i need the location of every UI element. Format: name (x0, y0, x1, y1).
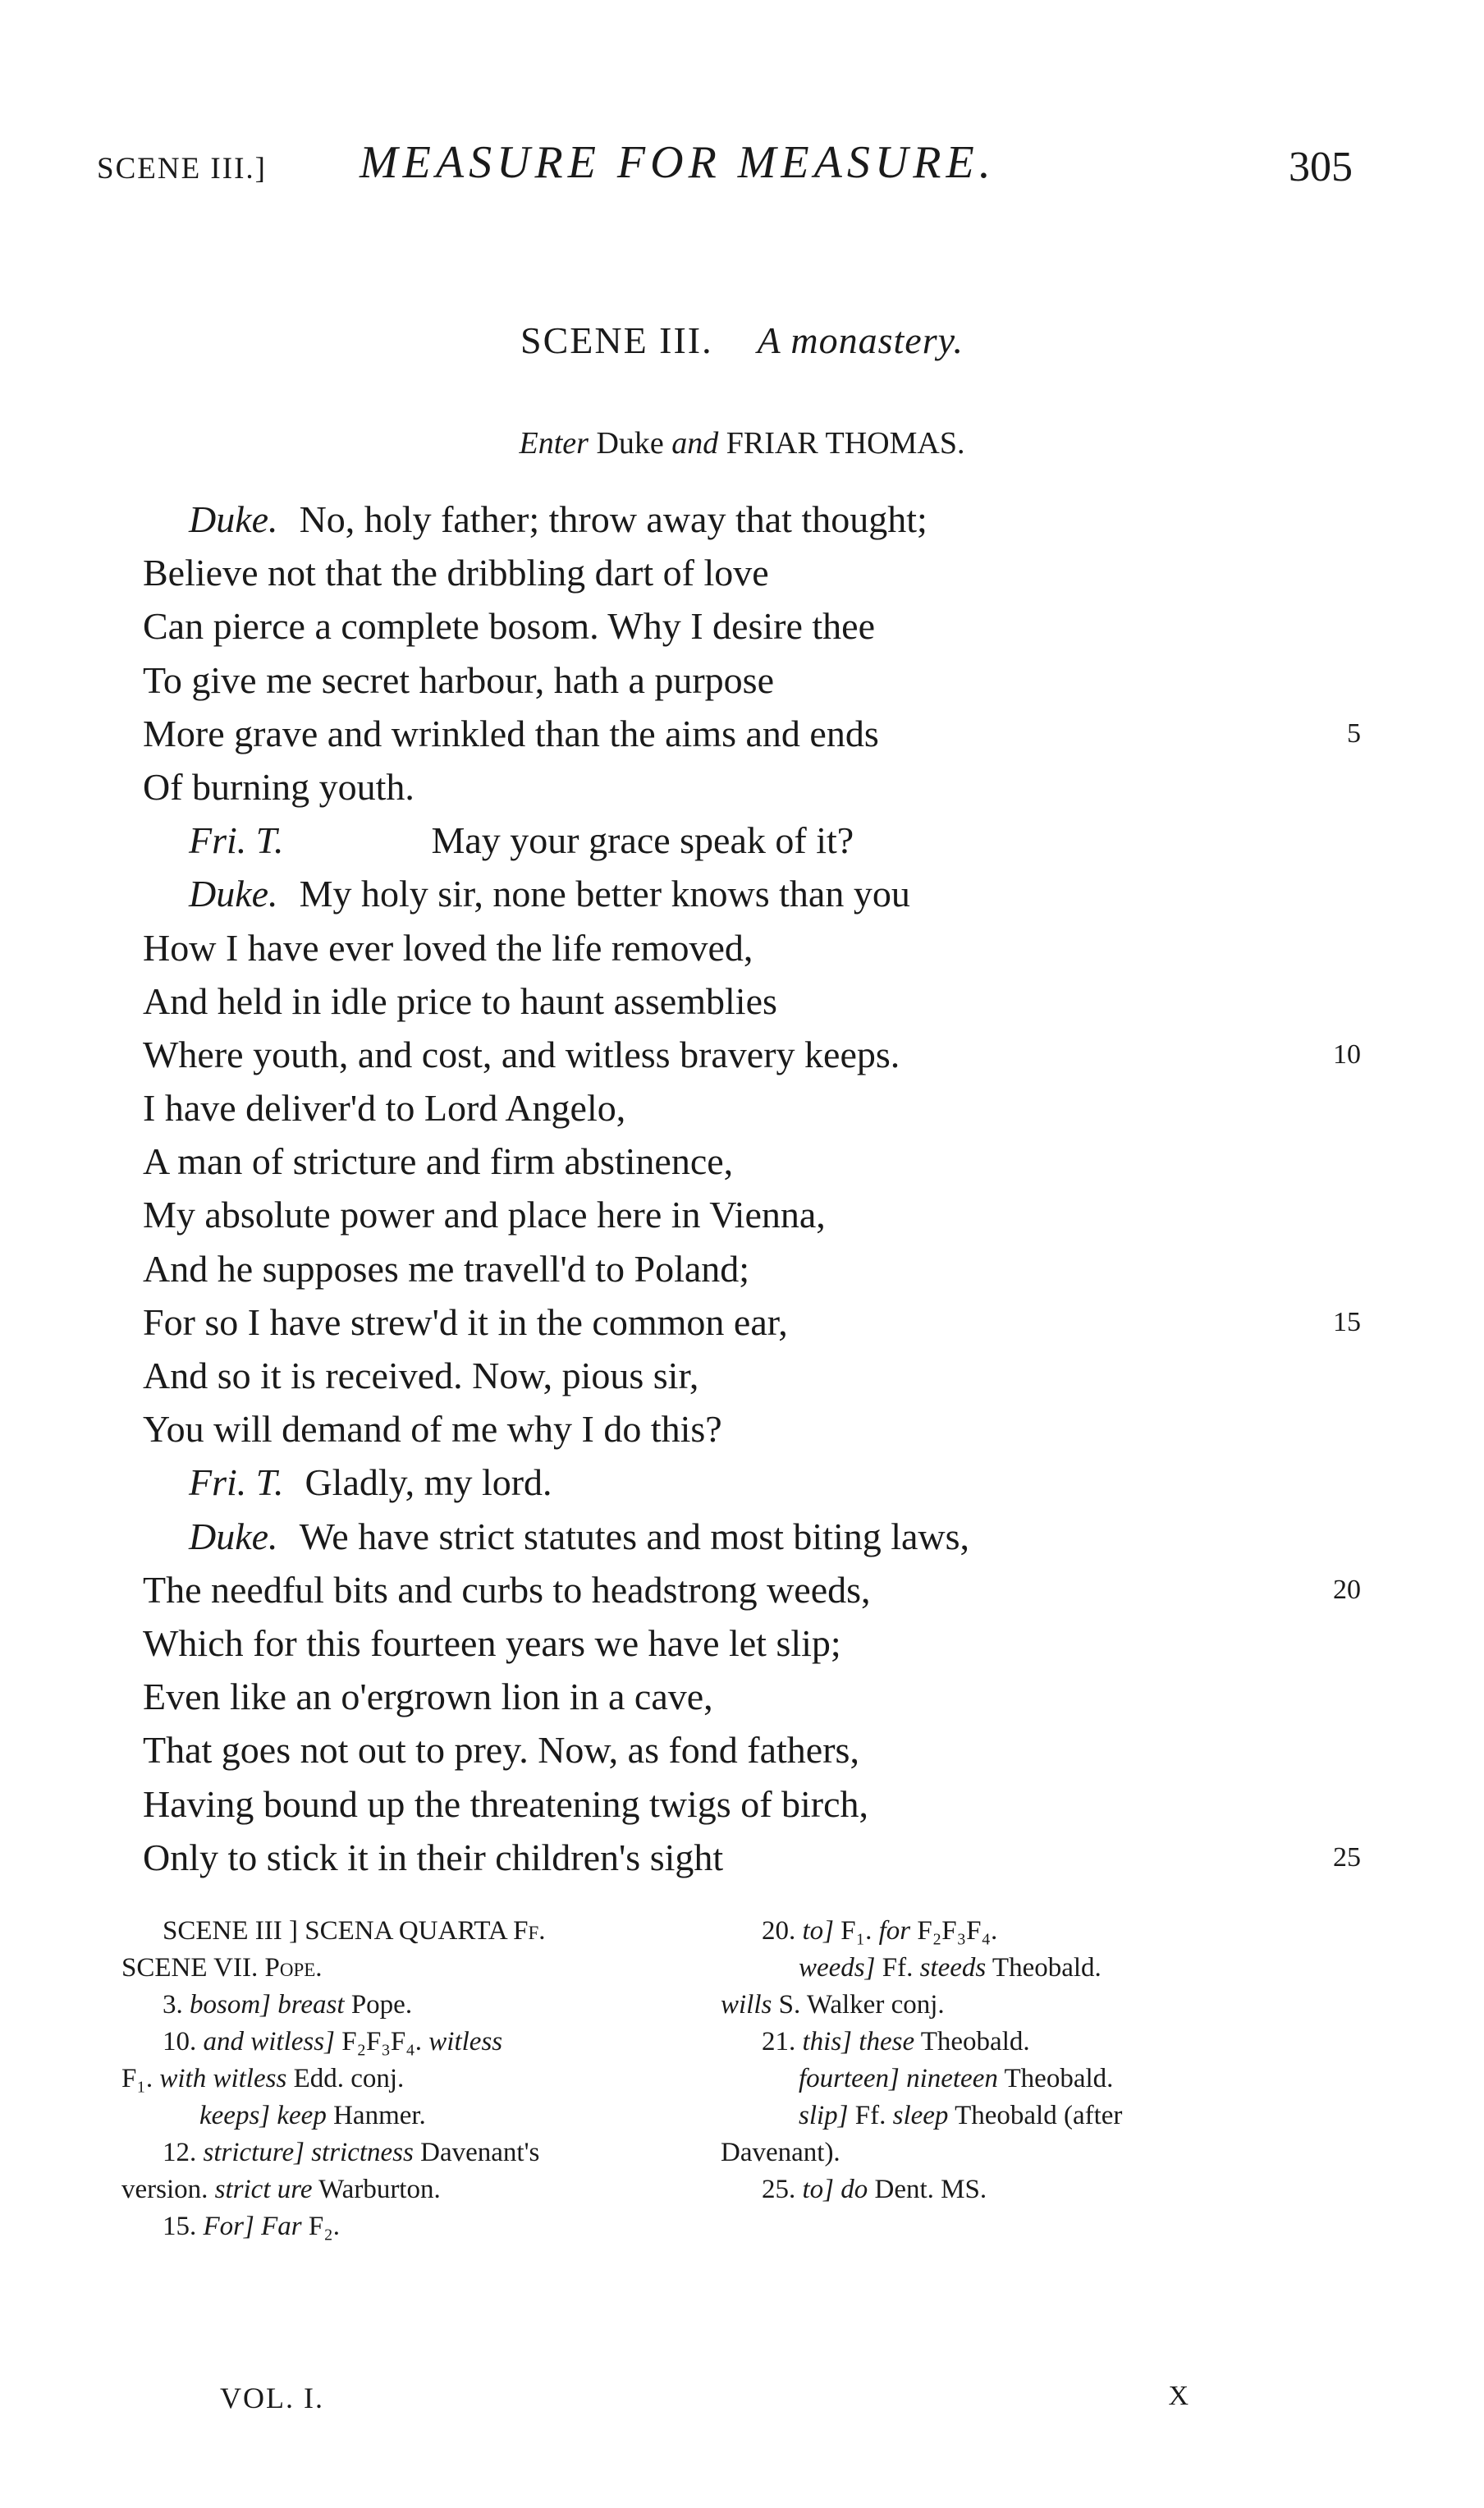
note-part: Far (261, 2212, 302, 2241)
note-part: and witless] (203, 2027, 335, 2056)
note-part: stricture] (203, 2138, 305, 2167)
speaker-name: Duke. (189, 1515, 278, 1557)
note-line (121, 2061, 680, 2098)
note-part: Ff. (854, 2101, 886, 2130)
verse-line (121, 921, 1361, 974)
verse-line (121, 653, 1361, 707)
note-line (721, 1913, 1361, 1950)
note-part: Davenant). (721, 2138, 840, 2167)
note-part: 21. (762, 2027, 796, 2056)
note-line (121, 1913, 680, 1950)
speaker-name: Fri. T. (189, 1461, 284, 1504)
note-part: bosom] (190, 1990, 272, 2020)
note-line (121, 1950, 680, 1987)
note-part: version. (121, 2175, 208, 2204)
note-part: 20. (762, 1916, 796, 1946)
stage-direction (0, 425, 1484, 461)
note-line (721, 1950, 1361, 1987)
verse-text: I have deliver'd to Lord Angelo, (143, 1087, 626, 1130)
line-number: 15 (1333, 1306, 1361, 1337)
note-part: 3. (163, 1990, 183, 2020)
verse-text: Can pierce a complete bosom. Why I desire thee (143, 605, 875, 648)
verse-line (121, 1723, 1361, 1777)
note-part: wills (721, 1990, 772, 2020)
verse-text: That goes not out to prey. Now, as fond fathers, (143, 1729, 859, 1772)
running-header (97, 131, 1353, 197)
verse-text: A man of stricture and firm abstinence, (143, 1140, 734, 1183)
note-part: Edd. conj. (293, 2064, 405, 2093)
note-part: strict ure (214, 2175, 313, 2204)
verse-text: Where youth, and cost, and witless bravery keeps. (143, 1033, 900, 1075)
note-part: Dent. MS. (874, 2175, 987, 2204)
verse-line (121, 760, 1361, 814)
sd-and: and (671, 426, 719, 461)
scene-heading (0, 319, 1484, 362)
verse-line (121, 1188, 1361, 1241)
note-part: Hanmer. (333, 2101, 426, 2130)
verse-text: We have strict statutes and most biting laws, (299, 1515, 970, 1557)
note-part: keeps] (199, 2101, 271, 2130)
note-line (121, 1987, 680, 2024)
verse-text: To give me secret harbour, hath a purpose (143, 658, 774, 701)
verse-text: More grave and wrinkled than the aims and ends (143, 712, 879, 754)
note-part: breast (277, 1990, 345, 2020)
note-line (121, 2098, 680, 2134)
note-line (721, 2024, 1361, 2061)
verse-line (121, 1028, 1361, 1081)
verse-text: No, holy father; throw away that thought; (299, 498, 928, 540)
verse-line (121, 1670, 1361, 1723)
line-number: 10 (1333, 1039, 1361, 1070)
note-part: slip] (799, 2101, 849, 2130)
note-part: weeds] (799, 1953, 876, 1983)
note-part: SCENE VII. Pope. (121, 1953, 323, 1983)
verse-text: For so I have strew'd it in the common ear, (143, 1300, 788, 1343)
verse-text: Gladly, my lord. (305, 1461, 552, 1504)
verse-line (121, 1135, 1361, 1188)
note-part: sleep (892, 2101, 949, 2130)
header-title: MEASURE FOR MEASURE. (360, 137, 996, 188)
verse-text: And so it is received. Now, pious sir, (143, 1355, 699, 1396)
note-part: S. Walker conj. (778, 1990, 945, 2020)
verse-line (121, 867, 1361, 920)
note-part: witless (428, 2027, 503, 2056)
verse-text: The needful bits and curbs to headstrong weeds, (143, 1568, 871, 1611)
verse-block (121, 493, 1361, 1884)
header-scene-ref: SCENE III.] (97, 152, 267, 186)
note-part: 25. (762, 2175, 796, 2204)
verse-text: Of burning youth. (143, 765, 415, 808)
verse-line (121, 974, 1361, 1028)
signature-mark: X (1168, 2381, 1189, 2411)
note-part: steeds (919, 1953, 987, 1983)
note-part: with witless (159, 2064, 287, 2093)
verse-text: My holy sir, none better knows than you (299, 873, 910, 915)
note-part: Theobald. (920, 2027, 1030, 2056)
verse-line (121, 1081, 1361, 1135)
notes-left-column (121, 1913, 680, 2245)
note-part: Warburton. (318, 2175, 441, 2204)
verse-line (121, 1349, 1361, 1402)
verse-text: My absolute power and place here in Vienna, (143, 1194, 826, 1236)
verse-line (121, 546, 1361, 599)
note-part: Theobald. (1004, 2064, 1114, 2093)
sd-enter: Enter (519, 426, 589, 461)
note-line (121, 2171, 680, 2208)
note-part: to] (802, 1916, 835, 1946)
note-line (721, 1987, 1361, 2024)
note-part: Davenant's (420, 2138, 540, 2167)
verse-text: Believe not that the dribbling dart of love (143, 552, 769, 594)
speaker-name: Duke. (189, 873, 278, 915)
note-line (721, 2061, 1361, 2098)
note-line (121, 2024, 680, 2061)
verse-text: And held in idle price to haunt assemblies (143, 979, 777, 1022)
verse-text: Having bound up the threatening twigs of birch, (143, 1782, 869, 1825)
verse-line (121, 1831, 1361, 1884)
note-part: Theobald (after (955, 2101, 1123, 2130)
verse-line (121, 1510, 1361, 1563)
verse-line (121, 814, 1361, 867)
note-part: Pope. (350, 1990, 413, 2020)
speaker-name: Fri. T. (189, 819, 284, 862)
verse-text: And he supposes me travell'd to Poland; (143, 1247, 750, 1290)
note-part: do (840, 2175, 868, 2204)
note-line (721, 2098, 1361, 2134)
verse-line (121, 599, 1361, 653)
note-part: fourteen] (799, 2064, 900, 2093)
note-part: Theobald. (992, 1953, 1102, 1983)
note-line (721, 2171, 1361, 2208)
note-part: 12. (163, 2138, 197, 2167)
verse-text: You will demand of me why I do this? (143, 1408, 722, 1451)
line-number: 5 (1347, 718, 1361, 749)
verse-text: May your grace speak of it? (431, 819, 854, 862)
note-part: 10. (163, 2027, 197, 2056)
verse-text: Only to stick it in their children's sight (143, 1836, 724, 1878)
note-part: F₂F₃F₄. (917, 1916, 998, 1946)
note-part: For] (203, 2212, 254, 2241)
page-number: 305 (1289, 144, 1353, 190)
verse-text: Even like an o'ergrown lion in a cave, (143, 1676, 713, 1718)
note-part: keep (277, 2101, 327, 2130)
note-part: nineteen (906, 2064, 998, 2093)
note-part: to] (802, 2175, 835, 2204)
note-line (121, 2208, 680, 2245)
note-part: for (878, 1916, 911, 1946)
verse-line (121, 1456, 1361, 1509)
speaker-name: Duke. (189, 498, 278, 540)
note-part: this] (802, 2027, 853, 2056)
verse-text: Which for this fourteen years we have let slip; (143, 1621, 841, 1664)
verse-line (121, 1402, 1361, 1456)
notes-right-column (721, 1913, 1361, 2208)
verse-line (121, 1295, 1361, 1349)
verse-text: How I have ever loved the life removed, (143, 926, 753, 969)
note-part: F₁. (840, 1916, 873, 1946)
scene-number: SCENE III. (520, 319, 713, 361)
note-line (721, 2134, 1361, 2171)
note-part: SCENE III ] SCENA QUARTA Ff. (163, 1916, 546, 1946)
note-part: F₁. (121, 2064, 153, 2093)
sd-friar: FRIAR THOMAS. (726, 426, 965, 461)
verse-line (121, 1563, 1361, 1616)
verse-line (121, 1242, 1361, 1295)
verse-line (121, 1616, 1361, 1670)
note-part: Ff. (882, 1953, 914, 1983)
line-number: 20 (1333, 1574, 1361, 1605)
note-part: F₂. (308, 2212, 340, 2241)
note-part: F₂F₃F₄. (341, 2027, 423, 2056)
sd-duke: Duke (596, 426, 664, 461)
note-part: 15. (163, 2212, 197, 2241)
line-number: 25 (1333, 1841, 1361, 1873)
page-footer (121, 2381, 1189, 2430)
scene-location: A monastery. (757, 319, 964, 361)
note-part: these (859, 2027, 915, 2056)
note-part: strictness (311, 2138, 414, 2167)
verse-line (121, 493, 1361, 546)
volume-label: VOL. I. (220, 2382, 324, 2414)
verse-line (121, 1777, 1361, 1831)
note-line (121, 2134, 680, 2171)
verse-line (121, 707, 1361, 760)
